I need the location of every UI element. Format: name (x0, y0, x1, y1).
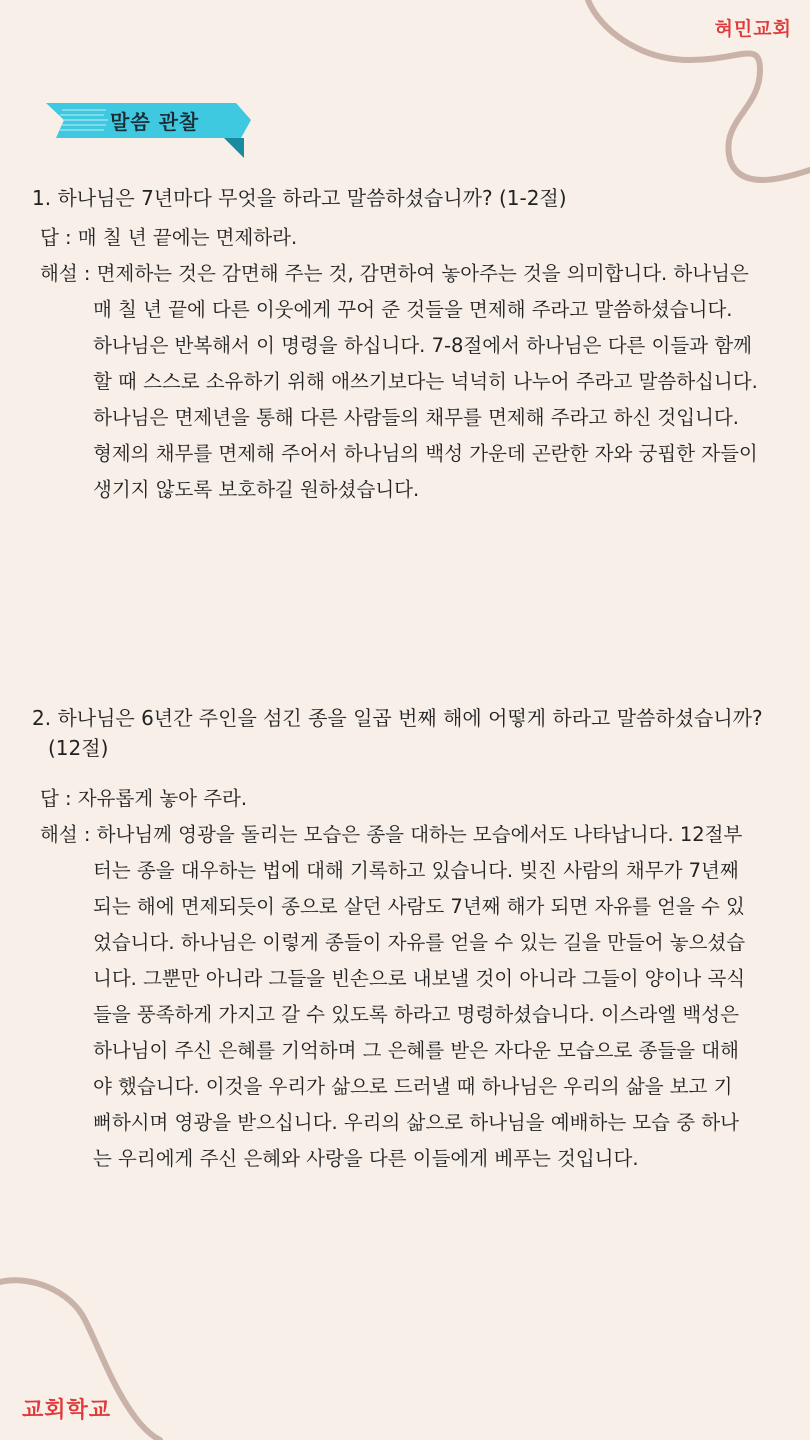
explanation-line: 하나님은 반복해서 이 명령을 하십니다. 7-8절에서 하나님은 다른 이들과 함께 (93, 334, 752, 357)
explanation-line: 해설 : 면제하는 것은 감면해 주는 것, 감면하여 놓아주는 것을 의미합니다. 하나님은 (40, 262, 749, 285)
explanation-line: 생기지 않도록 보호하길 원하셨습니다. (93, 478, 420, 501)
explanation-line: 할 때 스스로 소유하기 위해 애쓰기보다는 넉넉히 나누어 주라고 말씀하십니다. (93, 370, 758, 393)
explanation-1 (40, 256, 802, 508)
explanation-line: 뻐하시며 영광을 받으십니다. 우리의 삶으로 하나님을 예배하는 모습 중 하나 (93, 1111, 739, 1134)
explanation-line: 형제의 채무를 면제해 주어서 하나님의 백성 가운데 곤란한 자와 궁핍한 자들이 (93, 442, 758, 465)
explanation-line: 니다. 그뿐만 아니라 그들을 빈손으로 내보낼 것이 아니라 그들이 양이나 곡식 (93, 967, 746, 990)
section-title: 말씀 관찰 (110, 110, 200, 134)
explanation-line: 매 칠 년 끝에 다른 이웃에게 꾸어 준 것들을 면제해 주라고 말씀하셨습니다. (93, 298, 733, 321)
explanation-line: 야 했습니다. 이것을 우리가 삶으로 드러낼 때 하나님은 우리의 삶을 보고 기 (93, 1075, 733, 1098)
brand-logo-bottom: 교회학교 (22, 1398, 112, 1423)
explanation-line: 었습니다. 하나님은 이렇게 종들이 자유를 얻을 수 있는 길을 만들어 놓으셨습 (93, 931, 746, 954)
section-ribbon (46, 100, 256, 162)
explanation-line: 해설 : 하나님께 영광을 돌리는 모습은 종을 대하는 모습에서도 나타납니다. 12절부 (40, 823, 743, 846)
brand-logo-top: 혀민교회 (714, 18, 792, 40)
explanation-line: 들을 풍족하게 가지고 갈 수 있도록 하라고 명령하셨습니다. 이스라엘 백성은 (93, 1003, 739, 1026)
answer-1: 답 : 매 칠 년 끝에는 면제하라. (40, 226, 298, 249)
explanation-line: 터는 종을 대우하는 법에 대해 기록하고 있습니다. 빚진 사람의 채무가 7년째 (93, 859, 739, 882)
explanation-line: 하나님이 주신 은혜를 기억하며 그 은혜를 받은 자다운 모습으로 종들을 대해 (93, 1039, 739, 1062)
question-2 (32, 703, 792, 763)
explanation-2 (40, 817, 802, 1177)
question-1 (32, 183, 792, 213)
question-1-text: 1. 하나님은 7년마다 무엇을 하라고 말씀하셨습니까? (1-2절) (32, 186, 567, 210)
question-2-text: 2. 하나님은 6년간 주인을 섬긴 종을 일곱 번째 해에 어떻게 하라고 말씀하셨습니까? (32, 706, 763, 730)
explanation-line: 는 우리에게 주신 은혜와 사랑을 다른 이들에게 베푸는 것입니다. (93, 1147, 639, 1170)
question-2-cont: (12절) (48, 736, 109, 760)
explanation-line: 하나님은 면제년을 통해 다른 사람들의 채무를 면제해 주라고 하신 것입니다. (93, 406, 739, 429)
answer-2: 답 : 자유롭게 놓아 주라. (40, 787, 248, 810)
explanation-line: 되는 해에 면제되듯이 종으로 살던 사람도 7년째 해가 되면 자유를 얻을 수 있 (93, 895, 745, 918)
